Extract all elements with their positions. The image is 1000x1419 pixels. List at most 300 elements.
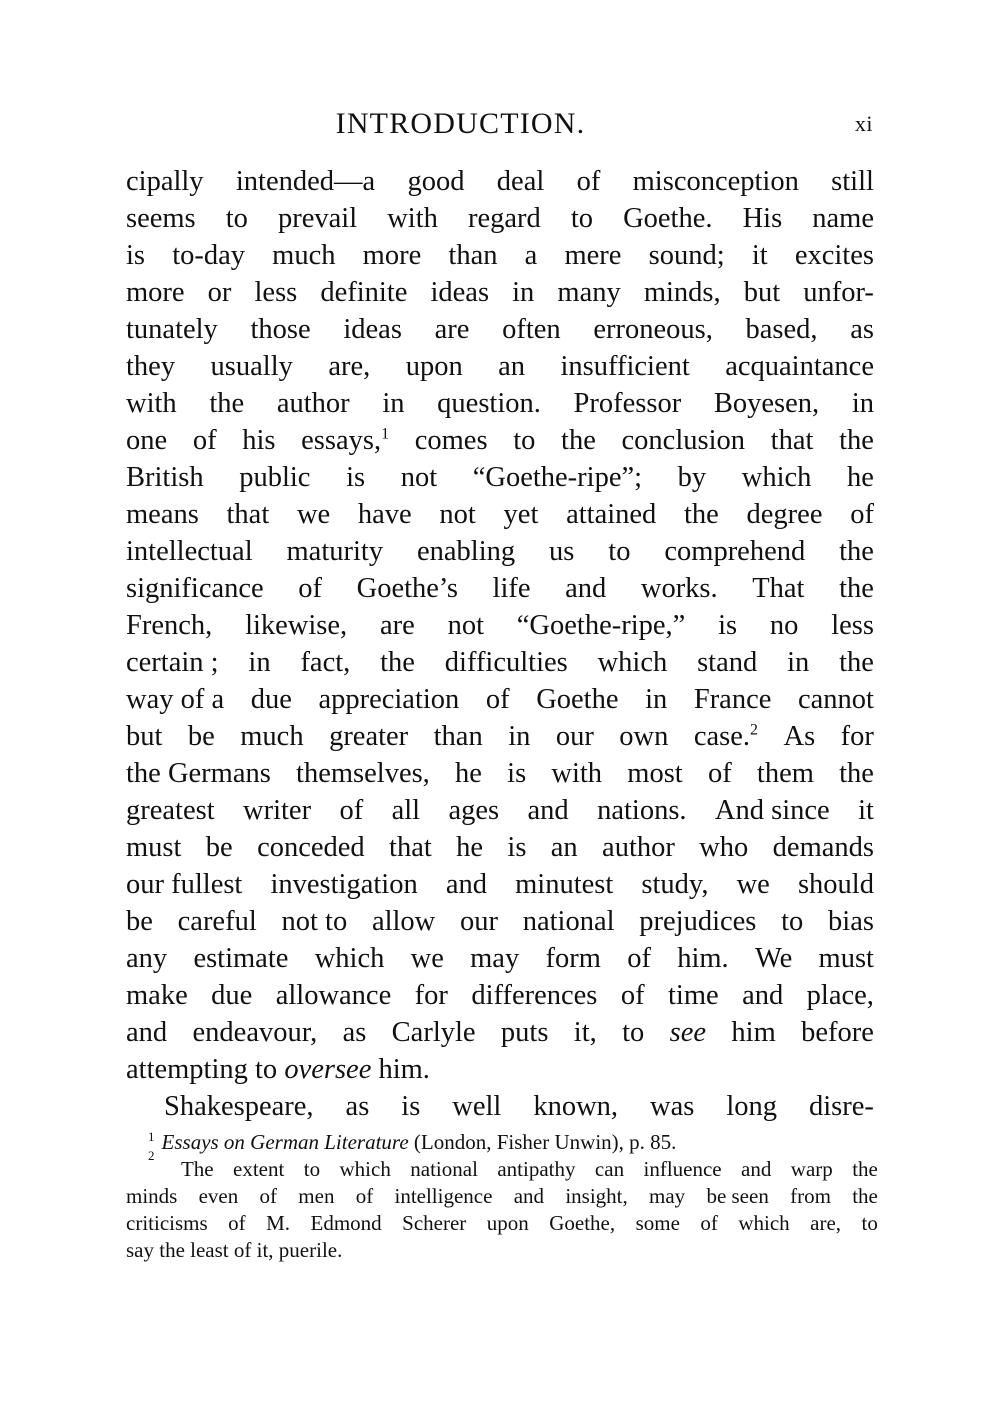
text-word: intellectual (126, 536, 253, 567)
text-word: way of a (126, 684, 225, 715)
text-word: which (339, 1157, 391, 1181)
text-word: him (731, 1017, 776, 1048)
text-word: Boyesen, (713, 388, 820, 419)
text-word: make (126, 980, 188, 1011)
text-word: in (645, 684, 668, 715)
text-word: still (831, 166, 874, 197)
text-word: and (513, 1184, 545, 1208)
text-word: or (207, 277, 232, 308)
text-word: be (187, 721, 215, 752)
text-word: an (498, 351, 526, 382)
text-word: the (852, 1184, 878, 1208)
text-word: for (840, 721, 874, 752)
body-line (126, 163, 874, 200)
text-word: sound; (648, 240, 725, 271)
text-word: our fullest (126, 869, 243, 900)
text-word: French, (126, 610, 213, 641)
text-word: be (205, 832, 233, 863)
text-word: us (549, 536, 575, 567)
text-word: endeavour, (192, 1017, 318, 1048)
body-line (126, 607, 874, 644)
text-word: is (401, 1091, 421, 1122)
italic-text: oversee (284, 1054, 372, 1085)
text-word: he (847, 462, 874, 493)
text-word: minds (126, 1184, 178, 1208)
text-word: with (126, 388, 177, 419)
text-word: than (448, 240, 498, 271)
text-word: we (410, 943, 444, 974)
body-line (126, 755, 874, 792)
text-word: the (839, 647, 874, 678)
text-word: we (736, 869, 770, 900)
text-word: known, (533, 1091, 619, 1122)
text-word: Scherer (402, 1211, 467, 1235)
text-word: the Germans (126, 758, 271, 789)
text-word: demands (772, 832, 874, 863)
text-word: greater (329, 721, 409, 752)
text-word: with (551, 758, 603, 789)
text-word: the (839, 573, 874, 604)
text-word: our (555, 721, 594, 752)
text-word: was (650, 1091, 695, 1122)
text-word: the (561, 425, 596, 456)
text-word: the (852, 1157, 878, 1181)
text-word: Shakespeare, (164, 1091, 314, 1122)
text-word: maturity (286, 536, 384, 567)
text-word: to (781, 906, 804, 937)
text-word: in (512, 277, 535, 308)
text-word: criticisms (126, 1211, 208, 1235)
text-word: as (850, 314, 874, 345)
body-line (126, 422, 874, 459)
text-word: for (414, 980, 448, 1011)
footnote-line (126, 1183, 878, 1210)
text-word: our (460, 906, 498, 937)
text-word: difficulties (444, 647, 568, 678)
text-word: he (456, 832, 484, 863)
text-word: of (576, 166, 601, 197)
text-word: comprehend (664, 536, 806, 567)
text-word: public (239, 462, 311, 493)
footnote-marker: 2 (148, 1148, 155, 1163)
text-word: which (738, 1211, 790, 1235)
text-word: and (741, 1157, 772, 1181)
text-word: not (439, 499, 476, 530)
text-word: His (742, 203, 783, 234)
text-word: acquaintance (725, 351, 874, 382)
text-word: prevail (277, 203, 358, 234)
text-word: tunately (126, 314, 218, 345)
text-word: national (410, 1157, 478, 1181)
text-word: not to (281, 906, 348, 937)
text-word: Goethe. (623, 203, 713, 234)
text-word: well (452, 1091, 502, 1122)
text-word: likewise, (245, 610, 348, 641)
text-word: “Goethe-ripe”; (472, 462, 643, 493)
text-word: they (126, 351, 176, 382)
body-line (126, 829, 874, 866)
text-word: can (594, 1157, 625, 1181)
text-word: Goethe, (549, 1211, 616, 1235)
text-word: question. (437, 388, 541, 419)
text-word: in (382, 388, 405, 419)
text-word: to (303, 1157, 321, 1181)
body-line (126, 533, 874, 570)
text-word: have (357, 499, 412, 530)
text-word: attempting (126, 1054, 248, 1085)
text-word: Goethe’s (356, 573, 458, 604)
text-word (284, 1054, 371, 1085)
text-word: Unwin), (554, 1130, 624, 1154)
text-word: The (180, 1157, 214, 1181)
text-word: greatest (126, 795, 215, 826)
text-word: minds, (643, 277, 721, 308)
text-word: less (254, 277, 298, 308)
text-word: misconception (632, 166, 799, 197)
text-word: of (707, 758, 732, 789)
text-word: careful (177, 906, 257, 937)
text-word: cipally (126, 166, 204, 197)
text-word: of (298, 573, 323, 604)
text-word: an (550, 832, 578, 863)
text-word: ages (448, 795, 500, 826)
text-word: are (434, 314, 470, 345)
text-word: insufficient (560, 351, 690, 382)
text-word: degree (746, 499, 823, 530)
text-word: be (126, 906, 153, 937)
text-word: bias (828, 906, 874, 937)
text-word: Fisher (496, 1130, 550, 1154)
text-word: minutest (515, 869, 614, 900)
text-word: usually (210, 351, 293, 382)
text-word: say the least of it, puerile. (126, 1238, 343, 1262)
text-word: That (752, 573, 805, 604)
text-word: writer (243, 795, 312, 826)
text-word: as (345, 1091, 370, 1122)
text-word: means (126, 499, 199, 530)
body-line (126, 385, 874, 422)
body-line (126, 644, 874, 681)
text-word: the (209, 388, 245, 419)
body-line (126, 570, 874, 607)
text-word: all (391, 795, 421, 826)
text-word: which (741, 462, 812, 493)
text-word: but (126, 721, 163, 752)
footnote-line (126, 1129, 878, 1156)
text-word: own (619, 721, 669, 752)
body-line (126, 792, 874, 829)
text-word: due (211, 980, 253, 1011)
footnote-line (126, 1210, 878, 1237)
text-word: more (362, 240, 422, 271)
text-word: by (677, 462, 707, 493)
text-word: before (801, 1017, 874, 1048)
text-word: may (470, 943, 520, 974)
body-line (126, 977, 874, 1014)
text-word: place, (806, 980, 874, 1011)
text-word (670, 1014, 706, 1051)
text-word: should (797, 869, 874, 900)
text-word: may (649, 1184, 686, 1208)
text-word: attained (566, 499, 657, 530)
text-word: As (783, 721, 816, 752)
text-word: intended—a (235, 166, 376, 197)
text-word: themselves, (296, 758, 430, 789)
text-word: but (743, 277, 781, 308)
text-word: fact, (300, 647, 351, 678)
text-word: which (314, 943, 385, 974)
body-line (126, 1088, 874, 1125)
text-word: excites (794, 240, 874, 271)
text-word: men (298, 1184, 335, 1208)
text-word: influence (643, 1157, 722, 1181)
body-line (126, 718, 874, 755)
text-word: less (831, 610, 874, 641)
text-word: that (226, 499, 270, 530)
text-word: insight, (565, 1184, 628, 1208)
text-word: in (851, 388, 874, 419)
text-word: France (693, 684, 772, 715)
footnote-line (126, 1148, 878, 1183)
text-word: case.$^2$ (693, 721, 759, 752)
text-word: him. (677, 943, 729, 974)
text-word: based, (745, 314, 818, 345)
body-line (126, 200, 874, 237)
text-word: good (407, 166, 465, 197)
text-word: a (524, 240, 538, 271)
running-head (126, 104, 873, 144)
text-word: puts (500, 1017, 549, 1048)
text-word: comes (414, 425, 488, 456)
text-word: Goethe (536, 684, 619, 715)
body-line (126, 940, 874, 977)
text-word: seems (126, 203, 196, 234)
text-word: differences (471, 980, 598, 1011)
body-line (126, 1051, 874, 1088)
footnote-reference: 1 (381, 425, 390, 443)
footnote-marker: 1 (148, 1129, 155, 1144)
text-word: the (839, 425, 874, 456)
text-word: disre- (809, 1091, 874, 1122)
text-word: are, (328, 351, 371, 382)
text-word: conceded (257, 832, 365, 863)
text-word: is (346, 462, 366, 493)
text-word: author (276, 388, 350, 419)
text-word: upon (486, 1211, 529, 1235)
text-word: much (240, 721, 304, 752)
body-text (126, 163, 874, 1125)
text-word: must (126, 832, 182, 863)
text-word: and (565, 573, 607, 604)
text-word: prejudices (639, 906, 757, 937)
text-word: to (225, 203, 248, 234)
footnote-line (126, 1237, 878, 1264)
text-word: those (250, 314, 311, 345)
text-word: his (242, 425, 276, 456)
text-word: allow (371, 906, 436, 937)
text-word: is (507, 832, 527, 863)
text-word: ideas (343, 314, 402, 345)
text-word: even (198, 1184, 239, 1208)
text-word: study, (641, 869, 709, 900)
text-word: significance (126, 573, 264, 604)
text-word: appreciation (318, 684, 460, 715)
text-word: of (485, 684, 510, 715)
text-word: from (790, 1184, 831, 1208)
text-word: to (861, 1211, 878, 1235)
text-word: deal (496, 166, 545, 197)
text-word: cannot (797, 684, 874, 715)
text-word: name (812, 203, 874, 234)
text-word: conclusion (621, 425, 745, 456)
text-word: the (839, 758, 874, 789)
text-word: of (627, 943, 651, 974)
body-line (126, 348, 874, 385)
text-word: M. (266, 1211, 291, 1235)
text-word: enabling (417, 536, 516, 567)
text-word: of (192, 425, 217, 456)
text-word: We (754, 943, 793, 974)
text-word: in (508, 721, 531, 752)
text-word: and (527, 795, 569, 826)
text-word: are, (810, 1211, 842, 1235)
text-word: not (400, 462, 438, 493)
text-word: much (272, 240, 336, 271)
text-word: of (355, 1184, 374, 1208)
text-word: 85. (650, 1130, 677, 1154)
text-word: which (597, 647, 668, 678)
text-word: ideas (430, 277, 490, 308)
text-word: to (570, 203, 593, 234)
text-word: of (228, 1211, 246, 1235)
text-word: to (622, 1017, 645, 1048)
text-word: in (787, 647, 810, 678)
text-word: him. (378, 1054, 430, 1085)
text-word: due (250, 684, 292, 715)
text-word: the (380, 647, 415, 678)
text-word: Professor (573, 388, 682, 419)
italic-text: see (669, 1017, 707, 1048)
text-word: to (513, 425, 536, 456)
text-word: it (858, 795, 874, 826)
text-word: must (818, 943, 874, 974)
text-word: to (608, 536, 631, 567)
text-word: often (502, 314, 561, 345)
italic-text: Essays on German Literature (161, 1130, 409, 1154)
text-word: p. (629, 1130, 645, 1154)
text-word: nations. (597, 795, 687, 826)
text-word: is (507, 758, 527, 789)
body-line (126, 459, 874, 496)
text-word: (London, (413, 1130, 492, 1154)
text-word: works. (640, 573, 718, 604)
text-word: the (839, 536, 874, 567)
text-word: and (742, 980, 784, 1011)
page-number: xi (854, 111, 873, 136)
text-word: regard (467, 203, 541, 234)
text-word: one (126, 425, 168, 456)
footnote-reference: 2 (750, 721, 759, 739)
body-line (126, 274, 874, 311)
text-word: of (259, 1184, 278, 1208)
body-line (126, 237, 874, 274)
text-word: and (445, 869, 487, 900)
text-word: is (126, 240, 146, 271)
text-word: are (379, 610, 415, 641)
text-word: who (699, 832, 749, 863)
page-title: INTRODUCTION. (335, 107, 586, 140)
text-word: to (255, 1054, 278, 1085)
text-word: form (545, 943, 601, 974)
text-word: antipathy (497, 1157, 576, 1181)
text-word: national (522, 906, 615, 937)
text-word: as (342, 1017, 367, 1048)
text-word: no (769, 610, 799, 641)
body-line (126, 866, 874, 903)
text-word: upon (405, 351, 463, 382)
text-word: it (751, 240, 768, 271)
text-word: any (126, 943, 168, 974)
text-word: that (389, 832, 432, 863)
text-word: allowance (275, 980, 392, 1011)
text-word: of (339, 795, 364, 826)
text-word: of (700, 1211, 718, 1235)
text-word: stand (697, 647, 758, 678)
text-word: is (718, 610, 738, 641)
text-word (162, 1130, 409, 1154)
text-word: British (126, 462, 204, 493)
text-word: of (620, 980, 645, 1011)
text-word: and (126, 1017, 168, 1048)
text-word: be seen (706, 1184, 769, 1208)
body-line (126, 903, 874, 940)
text-word: to-day (172, 240, 245, 271)
text-word: warp (790, 1157, 833, 1181)
body-line (126, 311, 874, 348)
text-word: the (684, 499, 719, 530)
text-word: intelligence (394, 1184, 493, 1208)
text-word: we (296, 499, 331, 530)
text-word: unfor- (803, 277, 874, 308)
text-word: many (557, 277, 621, 308)
text-word: definite (320, 277, 408, 308)
text-word: And since (714, 795, 830, 826)
text-word: not (447, 610, 484, 641)
text-word: certain ; (126, 647, 219, 678)
text-word: most (627, 758, 683, 789)
text-word: that (770, 425, 814, 456)
text-word: investigation (270, 869, 418, 900)
text-word: than (433, 721, 483, 752)
text-word: them (756, 758, 814, 789)
text-word: author (602, 832, 675, 863)
text-word: with (387, 203, 438, 234)
text-word: he (455, 758, 482, 789)
body-line (126, 496, 874, 533)
text-word: of (850, 499, 874, 530)
text-word: essays,$^1$ (301, 425, 390, 456)
footnotes-block (126, 1129, 878, 1264)
text-word: it, (573, 1017, 597, 1048)
text-word: more (126, 277, 185, 308)
text-word: Edmond (310, 1211, 382, 1235)
text-word: extent (233, 1157, 285, 1181)
text-word: “Goethe-ripe,” (516, 610, 686, 641)
text-word: long (726, 1091, 778, 1122)
text-word: mere (564, 240, 622, 271)
body-line (126, 681, 874, 718)
text-word: in (248, 647, 271, 678)
